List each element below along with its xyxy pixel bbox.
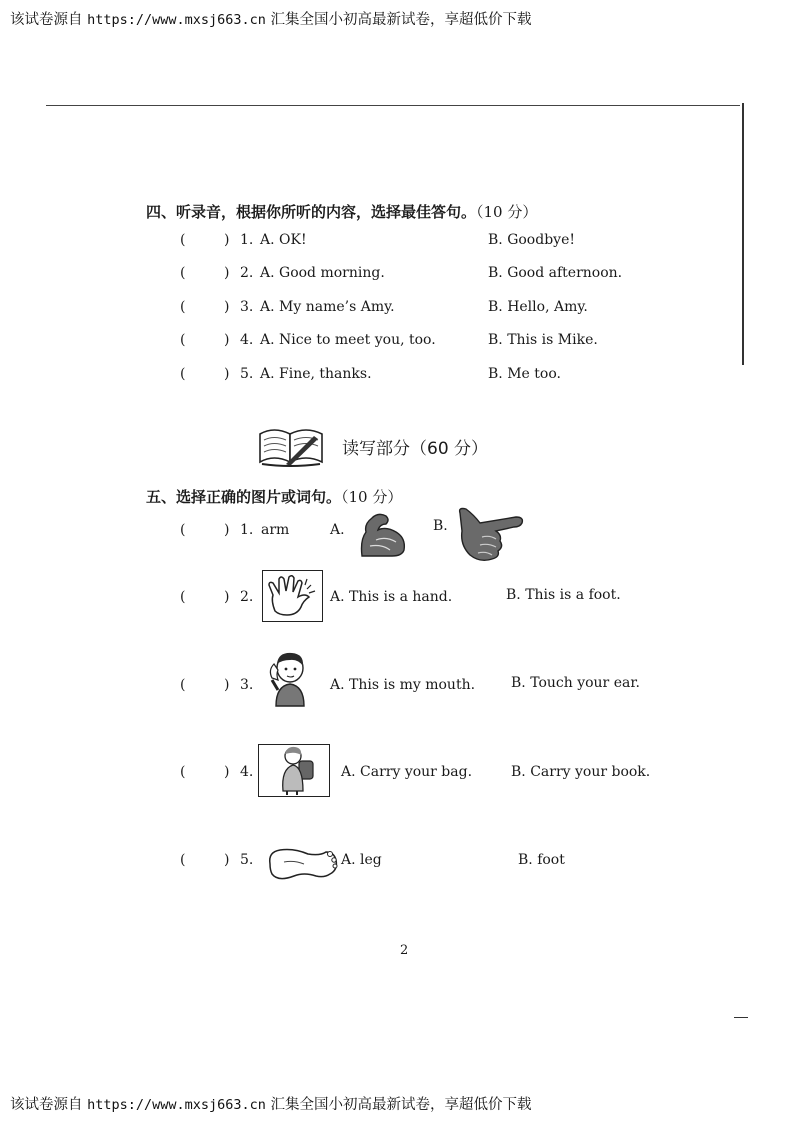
- reading-writing-part-title: 读写部分（60 分）: [342, 439, 489, 459]
- answer-paren-close: ): [224, 299, 230, 315]
- item-number: 5.: [240, 366, 254, 382]
- option-a: A. This is a hand.: [330, 589, 453, 605]
- banner-suffix: 汇集全国小初高最新试卷，享超低价下载: [270, 12, 532, 28]
- answer-paren-open: (: [180, 366, 186, 382]
- item-number: 4.: [240, 764, 254, 780]
- option-a: A. Fine, thanks.: [260, 366, 372, 382]
- option-b: B. Carry your book.: [511, 764, 651, 780]
- answer-paren-close: ): [224, 232, 230, 248]
- banner-url[interactable]: https://www.mxsj663.cn: [87, 1097, 266, 1113]
- scan-edge-dash: [734, 1017, 748, 1018]
- answer-paren-open: (: [180, 677, 186, 693]
- option-a: A. leg: [341, 852, 382, 868]
- section5-points: （10 分）: [341, 488, 403, 506]
- source-banner-top: [10, 8, 532, 29]
- item-number: 1.: [240, 232, 254, 248]
- section5-title-text: 五、选择正确的图片或词句。: [146, 488, 342, 506]
- answer-paren-open: (: [180, 764, 186, 780]
- item-number: 1.: [240, 522, 254, 538]
- answer-paren-open: (: [180, 522, 186, 538]
- answer-paren-open: (: [180, 589, 186, 605]
- option-b: B. foot: [518, 852, 565, 868]
- section5-item-3: [0, 677, 794, 701]
- option-b: B. Goodbye!: [488, 232, 575, 248]
- foot-outline-icon: [264, 842, 340, 886]
- item-number: 2.: [240, 265, 254, 281]
- banner-prefix: 该试卷源自: [10, 12, 83, 28]
- section4-item-3: [0, 299, 794, 323]
- answer-paren-close: ): [224, 852, 230, 868]
- option-a: A. Good morning.: [260, 265, 385, 281]
- open-book-icon: [256, 424, 326, 468]
- item-number: 3.: [240, 299, 254, 315]
- option-b: B. Me too.: [488, 366, 561, 382]
- backpack-picture-frame: [258, 744, 330, 797]
- answer-paren-close: ): [224, 522, 230, 538]
- boy-touching-ear-icon: [264, 650, 312, 708]
- answer-paren-close: ): [224, 265, 230, 281]
- option-a: A. Carry your bag.: [341, 764, 473, 780]
- option-b: B.: [433, 518, 448, 534]
- child-with-backpack-icon: [259, 745, 329, 796]
- item-number: 3.: [240, 677, 254, 693]
- section4-item-1: [0, 232, 794, 256]
- banner-prefix: 该试卷源自: [10, 1097, 83, 1113]
- flexed-arm-icon: [356, 510, 408, 558]
- answer-paren-close: ): [224, 677, 230, 693]
- page-number: 2: [400, 943, 409, 958]
- answer-paren-close: ): [224, 589, 230, 605]
- answer-paren-open: (: [180, 299, 186, 315]
- option-a: A. Nice to meet you, too.: [260, 332, 436, 348]
- option-b: B. Good afternoon.: [488, 265, 623, 281]
- item-number: 4.: [240, 332, 254, 348]
- option-a: A. This is my mouth.: [330, 677, 476, 693]
- header-rule: [46, 105, 740, 106]
- option-b: B. This is a foot.: [506, 587, 621, 603]
- answer-paren-close: ): [224, 366, 230, 382]
- option-b: B. Touch your ear.: [511, 675, 640, 691]
- answer-paren-close: ): [224, 764, 230, 780]
- source-banner-bottom: [10, 1093, 532, 1114]
- answer-paren-open: (: [180, 232, 186, 248]
- section4-item-5: [0, 366, 794, 390]
- hand-outline-icon: [263, 571, 322, 621]
- option-a: A. My name’s Amy.: [260, 299, 395, 315]
- banner-suffix: 汇集全国小初高最新试卷，享超低价下载: [270, 1097, 532, 1113]
- item-number: 2.: [240, 589, 254, 605]
- section5-title: [146, 486, 402, 507]
- option-a: A. OK!: [260, 232, 307, 248]
- banner-url[interactable]: https://www.mxsj663.cn: [87, 12, 266, 28]
- option-b: B. This is Mike.: [488, 332, 598, 348]
- section4-title: [146, 201, 537, 222]
- section4-title-text: 四、听录音，根据你所听的内容，选择最佳答句。: [146, 203, 477, 221]
- item-word: arm: [261, 522, 290, 538]
- answer-paren-open: (: [180, 332, 186, 348]
- section4-points: （10 分）: [476, 203, 538, 221]
- section4-item-4: [0, 332, 794, 356]
- answer-paren-close: ): [224, 332, 230, 348]
- section5-item-5: [0, 852, 794, 876]
- item-number: 5.: [240, 852, 254, 868]
- section5-item-2: [0, 589, 794, 613]
- option-a: A.: [330, 522, 345, 538]
- answer-paren-open: (: [180, 265, 186, 281]
- option-b: B. Hello, Amy.: [488, 299, 588, 315]
- section4-item-2: [0, 265, 794, 289]
- section5-item-4: [0, 764, 794, 788]
- hand-picture-frame: [262, 570, 323, 622]
- answer-paren-open: (: [180, 852, 186, 868]
- pointing-hand-icon: [456, 505, 524, 563]
